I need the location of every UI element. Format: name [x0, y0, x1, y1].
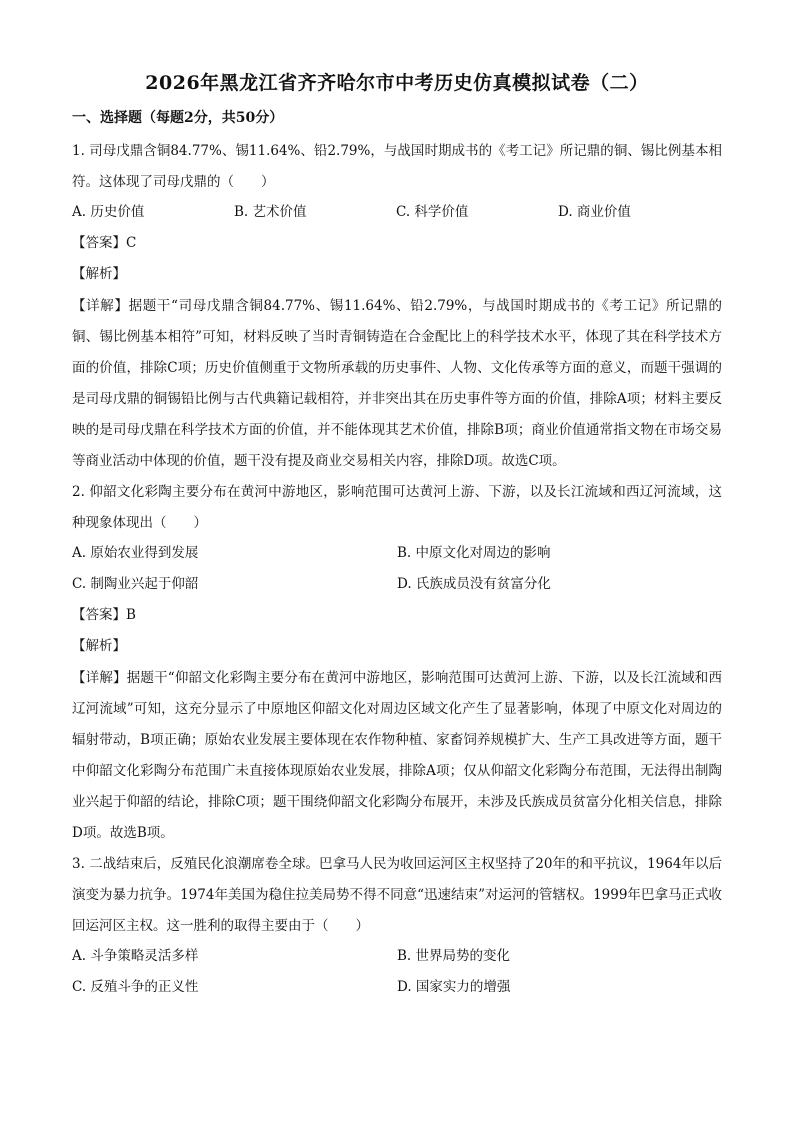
exam-title: 2026年黑龙江省齐齐哈尔市中考历史仿真模拟试卷（二） [145, 72, 649, 94]
q3-option-d: D. 国家实力的增强 [397, 979, 511, 995]
q1-detail: 【详解】据题干“司母戊鼎含铜84.77%、锡11.64%、铅2.79%，与战国时期成书的《考工记》所记鼎的铜、锡比例基本相符”可知，材料反映了当时青铜铸造在合金配比上的科学技术水平，体现了其在科学技术方面的价值，排除C项；历史价值侧重于文物所承载的历史事件、人物、文化传承等方面的意义，而题干强调的是司母戊鼎的铜锡铅比例与古代典籍记载相符，并非突出其在历史事件等方面的价值，排除A项；材料主要反映的是司母戊鼎在科学技术方面的价值，并不能体现其艺术价值，排除B项；商业价值通常指文物在市场交易等商业活动中体现的价值，题干没有提及商业交易相关内容，排除D项。故选C项。 [72, 298, 722, 469]
q3-option-c: C. 反殖斗争的正义性 [72, 979, 199, 995]
section-heading: 一、选择题（每题2分，共50分） [72, 110, 284, 126]
q1-analysis: 【解析】 [72, 266, 126, 282]
questions-body [72, 136, 722, 1004]
q1-option-c: C. 科学价值 [396, 204, 469, 220]
q2-detail: 【详解】据题干“仰韶文化彩陶主要分布在黄河中游地区，影响范围可达黄河上游、下游，以及长江流域和西辽河流域”可知，这充分显示了中原地区仰韶文化对周边区域文化产生了显著影响，体现了中原文化对周边的辐射带动，B项正确；原始农业发展主要体现在农作物种植、家畜饲养规模扩大、生产工具改进等方面，题干中仰韶文化彩陶分布范围广未直接体现原始农业发展，排除A项；仅从仰韶文化彩陶分布范围，无法得出制陶业兴起于仰韶的结论，排除C项；题干围绕仰韶文化彩陶分布展开，未涉及氏族成员贫富分化相关信息，排除D项。故选B项。 [72, 670, 722, 841]
q1-option-a: A. 历史价值 [72, 204, 145, 220]
q2-answer: 【答案】B [72, 607, 136, 623]
q3-stem: 3. 二战结束后，反殖民化浪潮席卷全球。巴拿马人民为收回运河区主权坚持了20年的和平抗议，1964年以后演变为暴力抗争。1974年美国为稳住拉美局势不得不同意“迅速结束”对运河的管辖权。1999年巴拿马正式收回运河区主权。这一胜利的取得主要由于（ ） [72, 856, 722, 934]
q2-analysis: 【解析】 [72, 638, 126, 654]
q2-option-d: D. 氏族成员没有贫富分化 [397, 576, 551, 592]
q2-option-c: C. 制陶业兴起于仰韶 [72, 576, 199, 592]
q1-option-b: B. 艺术价值 [234, 204, 307, 220]
q2-option-b: B. 中原文化对周边的影响 [397, 545, 551, 561]
q3-option-b: B. 世界局势的变化 [397, 948, 511, 964]
q2-stem: 2. 仰韶文化彩陶主要分布在黄河中游地区，影响范围可达黄河上游、下游，以及长江流域和西辽河流域，这种现象体现出（ ） [72, 484, 722, 531]
q3-options-row2 [72, 973, 722, 1004]
q2-options-row2 [72, 570, 722, 601]
q1-options [72, 198, 722, 229]
q1-answer: 【答案】C [72, 235, 137, 251]
q3-option-a: A. 斗争策略灵活多样 [72, 948, 199, 964]
q2-options-row1 [72, 539, 722, 570]
q1-option-d: D. 商业价值 [558, 204, 631, 220]
q3-options-row1 [72, 942, 722, 973]
q2-option-a: A. 原始农业得到发展 [72, 545, 199, 561]
q1-stem: 1. 司母戊鼎含铜84.77%、锡11.64%、铅2.79%，与战国时期成书的《考工记》所记鼎的铜、锡比例基本相符。这体现了司母戊鼎的（ ） [72, 143, 722, 190]
